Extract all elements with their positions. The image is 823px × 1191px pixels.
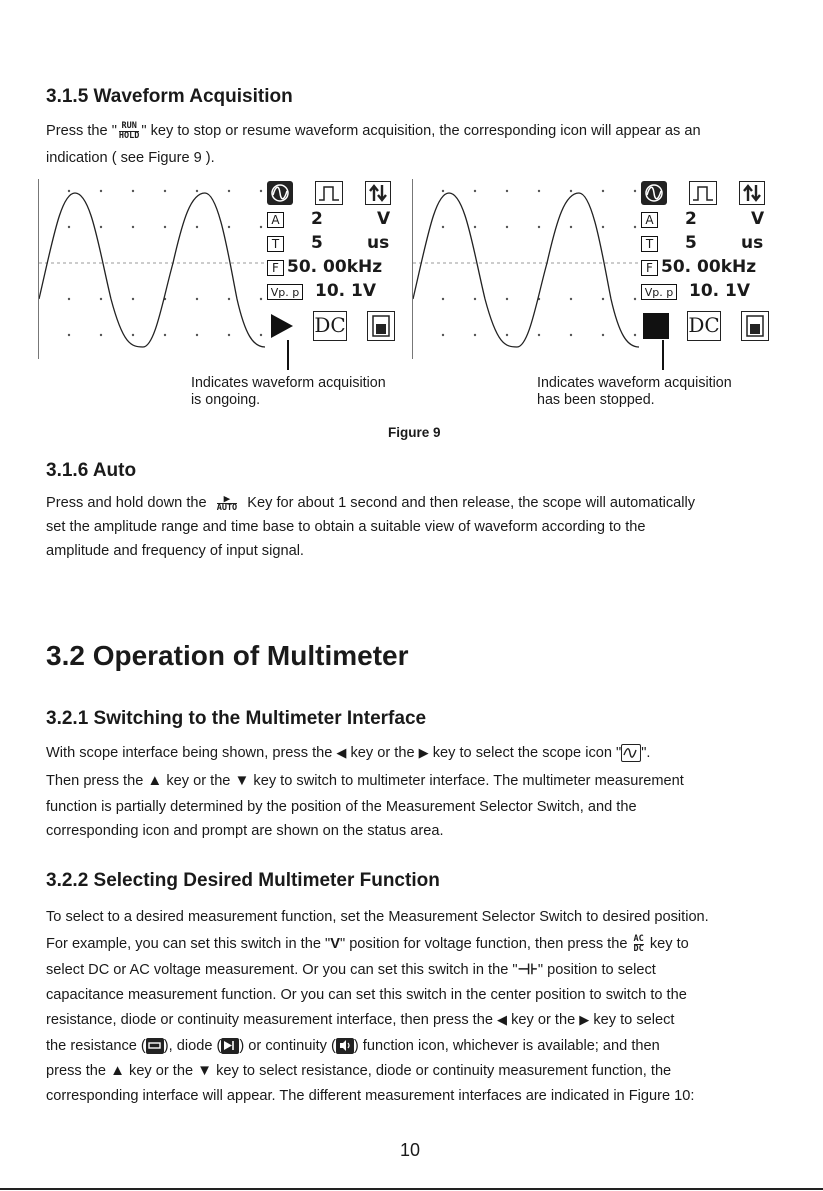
text: For example, you can set this switch in the "	[46, 936, 331, 952]
trigger-pulse-icon	[315, 181, 343, 205]
up-arrow-icon: ▲	[110, 1062, 125, 1079]
paragraph-3-2-2-line3	[46, 957, 656, 984]
paragraph-3-2-1-line1	[46, 740, 650, 767]
peak-peak-value: 10. 1V	[689, 281, 751, 301]
text: key to select	[593, 1012, 675, 1029]
text: key or the	[350, 745, 415, 762]
text: resistance, diode or continuity measurement interface, then press the	[46, 1012, 493, 1029]
auto-key-icon	[216, 491, 238, 513]
trigger-pulse-icon	[689, 181, 717, 205]
text: Press and hold down the	[46, 495, 207, 511]
section-title-3-2-1: 3.2.1 Switching to the Multimeter Interface	[46, 708, 427, 729]
trigger-edge-icon	[739, 181, 765, 205]
paragraph-3-2-1-line2	[46, 768, 684, 795]
page-number: 10	[400, 1140, 421, 1160]
paragraph-3-2-1-line4: corresponding icon and prompt are shown on the status area.	[46, 823, 444, 839]
caption-line1: Indicates waveform acquisition	[537, 375, 732, 391]
left-arrow-icon: ◀	[336, 745, 347, 760]
caption-running	[191, 375, 386, 409]
caption-stopped	[537, 375, 732, 409]
text: Key for about 1 second and then release, the scope will automatically	[247, 495, 696, 511]
text: key to select resistance, diode or continuity measurement function, the	[216, 1063, 672, 1080]
text: key to switch to multimeter interface. The multimeter measurement	[253, 773, 684, 790]
caption-line2: has been stopped.	[537, 392, 655, 408]
text: " position to select	[537, 962, 656, 979]
text: ), diode (	[163, 1038, 222, 1054]
down-arrow-icon: ▼	[197, 1062, 213, 1079]
paragraph-3-2-2-line2	[46, 931, 689, 958]
section-title-3-1-6: 3.1.6 Auto	[46, 460, 137, 481]
footer-rule	[0, 1188, 823, 1190]
paragraph-3-2-2-line1: To select to a desired measurement function, set the Measurement Selector Switch to desired position.	[46, 909, 709, 925]
text: key or the	[166, 773, 231, 790]
stop-icon	[643, 313, 669, 339]
frequency-value: 50. 00kHz	[287, 257, 383, 277]
status-panel	[641, 181, 777, 357]
timebase-row	[267, 233, 403, 255]
figure-caption: Figure 9	[388, 425, 441, 440]
amplitude-value: 2	[685, 209, 697, 229]
ac-dc-key-icon	[634, 935, 644, 954]
battery-icon	[741, 311, 769, 341]
paragraph-3-1-5-line2: indication ( see Figure 9 ).	[46, 150, 215, 166]
text: key or the	[511, 1012, 576, 1029]
amplitude-value: 2	[311, 209, 323, 229]
timebase-tag: T	[267, 236, 284, 252]
amplitude-row	[641, 209, 777, 231]
text: With scope interface being shown, press the	[46, 745, 333, 762]
coupling-badge: DC	[313, 311, 347, 341]
voltage-symbol: V	[330, 936, 340, 952]
text: " key to stop or resume waveform acquisition, the corresponding icon will appear as an	[141, 123, 701, 139]
amplitude-row	[267, 209, 403, 231]
frequency-tag: F	[641, 260, 658, 276]
text: ) function icon, whichever is available; and then	[353, 1038, 660, 1054]
peak-peak-value: 10. 1V	[315, 281, 377, 301]
scope-icon	[621, 744, 641, 762]
frequency-tag: F	[267, 260, 284, 276]
scope-mode-icon	[641, 181, 667, 205]
frequency-row	[641, 257, 777, 279]
paragraph-3-2-2-line7	[46, 1058, 671, 1085]
timebase-tag: T	[641, 236, 658, 252]
timebase-value: 5	[311, 233, 323, 253]
paragraph-3-2-2-line5	[46, 1007, 674, 1034]
paragraph-3-2-2-line8: corresponding interface will appear. The different measurement interfaces are indicated in Figure 10:	[46, 1088, 695, 1104]
up-arrow-icon: ▲	[147, 772, 163, 789]
capacitor-icon: ⊣⊦	[517, 962, 538, 978]
down-arrow-icon: ▼	[234, 772, 250, 789]
paragraph-3-2-1-line3: function is partially determined by the position of the Measurement Selector Switch, and the	[46, 799, 637, 815]
peak-peak-row	[267, 281, 403, 303]
diode-icon	[221, 1038, 239, 1054]
text: the resistance (	[46, 1038, 146, 1054]
key-label: AUTO	[216, 502, 238, 513]
peak-peak-tag: Vp. p	[267, 284, 303, 300]
section-title-3-2-2: 3.2.2 Selecting Desired Multimeter Function	[46, 870, 440, 891]
chapter-title-3-2: 3.2 Operation of Multimeter	[46, 640, 409, 671]
right-arrow-icon: ▶	[418, 745, 429, 760]
timebase-row	[641, 233, 777, 255]
key-top-label: RUN	[121, 120, 137, 131]
frequency-row	[267, 257, 403, 279]
key-bottom-label: DC	[633, 943, 644, 954]
scope-screen-stopped	[412, 179, 780, 359]
text: Press the "	[46, 123, 117, 139]
text: Then press the	[46, 773, 144, 790]
timebase-unit: us	[367, 233, 390, 253]
text: key or the	[129, 1063, 194, 1080]
timebase-value: 5	[685, 233, 697, 253]
peak-peak-tag: Vp. p	[641, 284, 677, 300]
key-top-label: AC	[633, 933, 644, 944]
paragraph-3-1-6-line2: set the amplitude range and time base to obtain a suitable view of waveform according to the	[46, 519, 646, 535]
paragraph-3-2-2-line6	[46, 1033, 660, 1060]
trigger-edge-icon	[365, 181, 391, 205]
leader-line-running	[287, 340, 289, 370]
amplitude-tag: A	[267, 212, 284, 228]
left-arrow-icon: ◀	[497, 1012, 508, 1027]
play-icon	[267, 311, 297, 341]
key-bottom-label: HOLD	[118, 130, 140, 141]
timebase-unit: us	[741, 233, 764, 253]
coupling-badge: DC	[687, 311, 721, 341]
amplitude-tag: A	[641, 212, 658, 228]
peak-peak-row	[641, 281, 777, 303]
text: key to	[649, 936, 689, 952]
frequency-value: 50. 00kHz	[661, 257, 757, 277]
paragraph-3-1-6-line1	[46, 490, 695, 517]
paragraph-3-2-2-line4: capacitance measurement function. Or you can set this switch in the center position to switch to the	[46, 987, 687, 1003]
text: ".	[641, 745, 651, 762]
amplitude-unit: V	[751, 209, 765, 229]
caption-line1: Indicates waveform acquisition	[191, 375, 386, 391]
paragraph-3-1-5-line1	[46, 118, 701, 145]
text: " position for voltage function, then press the	[339, 936, 628, 952]
paragraph-3-1-6-line3: amplitude and frequency of input signal.	[46, 543, 304, 559]
scope-mode-icon	[267, 181, 293, 205]
section-title-3-1-5: 3.1.5 Waveform Acquisition	[46, 86, 293, 107]
continuity-icon	[336, 1038, 354, 1054]
amplitude-unit: V	[377, 209, 391, 229]
battery-icon	[367, 311, 395, 341]
caption-line2: is ongoing.	[191, 392, 261, 408]
waveform-graph	[413, 179, 641, 359]
text: select DC or AC voltage measurement. Or you can set this switch in the "	[46, 962, 518, 979]
resistance-icon	[146, 1038, 164, 1054]
status-panel	[267, 181, 403, 357]
leader-line-stopped	[662, 340, 664, 370]
play-triangle-icon: ▶	[223, 491, 231, 505]
text: ) or continuity (	[239, 1038, 336, 1054]
text: key to select the scope icon "	[432, 745, 622, 762]
text: press the	[46, 1063, 107, 1080]
run-hold-key-icon	[119, 122, 139, 141]
scope-screen-running	[38, 179, 406, 359]
right-arrow-icon: ▶	[579, 1012, 590, 1027]
waveform-graph	[39, 179, 267, 359]
